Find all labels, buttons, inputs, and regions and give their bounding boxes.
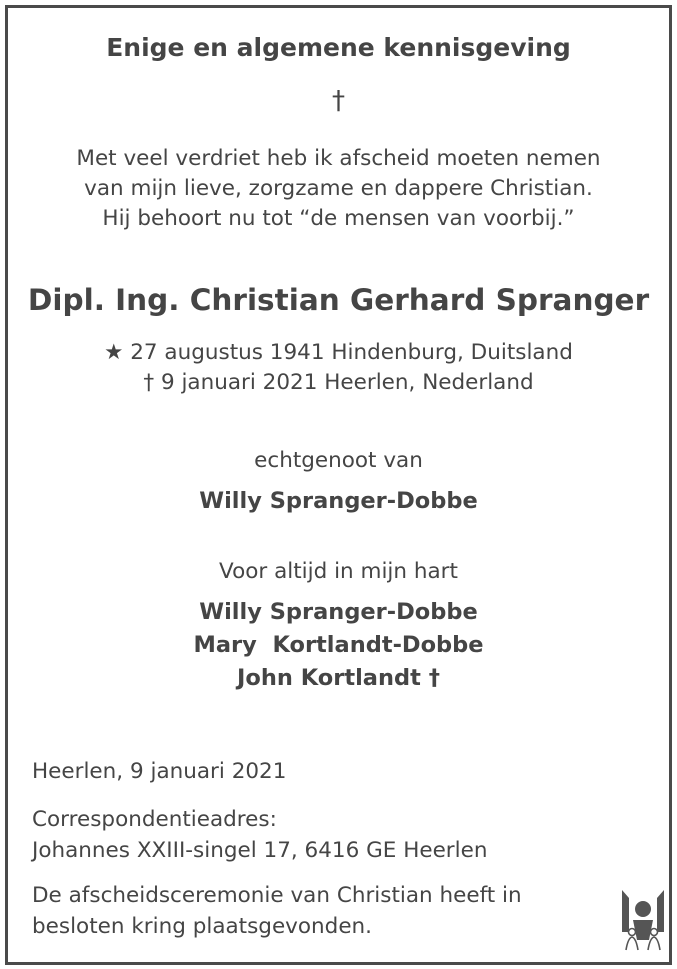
ceremony-line: besloten kring plaatsgevonden. (32, 914, 373, 939)
intro-text (0, 144, 677, 234)
life-dates (0, 338, 677, 398)
spouse-label: echtgenoot van (254, 448, 423, 473)
cross-symbol: † (332, 86, 345, 116)
intro-line: Hij behoort nu tot “de mensen van voorbij.” (102, 206, 575, 231)
correspondence (32, 804, 487, 866)
place-date: Heerlen, 9 januari 2021 (32, 759, 287, 784)
family-member: Mary Kortlandt-Dobbe (193, 632, 484, 658)
family-member: John Kortlandt † (237, 665, 440, 691)
family-names (0, 596, 677, 695)
death-date: † 9 januari 2021 Heerlen, Nederland (143, 370, 534, 395)
birth-date: ★ 27 augustus 1941 Hindenburg, Duitsland (104, 340, 573, 365)
correspondence-address: Johannes XXIII-singel 17, 6416 GE Heerlen (32, 838, 488, 863)
intro-line: Met veel verdriet heb ik afscheid moeten nemen (76, 146, 601, 171)
heart-line: Voor altijd in mijn hart (219, 559, 458, 584)
intro-line: van mijn lieve, zorgzame en dappere Christian. (84, 176, 593, 201)
spouse-name: Willy Spranger-Dobbe (199, 488, 478, 514)
ceremony-note (32, 880, 522, 942)
ceremony-line: De afscheidsceremonie van Christian heeft in (32, 883, 522, 908)
correspondence-label: Correspondentieadres: (32, 807, 277, 832)
funeral-company-logo-icon (620, 888, 666, 952)
notice-heading: Enige en algemene kennisgeving (106, 33, 571, 62)
family-member: Willy Spranger-Dobbe (199, 599, 478, 625)
deceased-name: Dipl. Ing. Christian Gerhard Spranger (27, 283, 650, 317)
